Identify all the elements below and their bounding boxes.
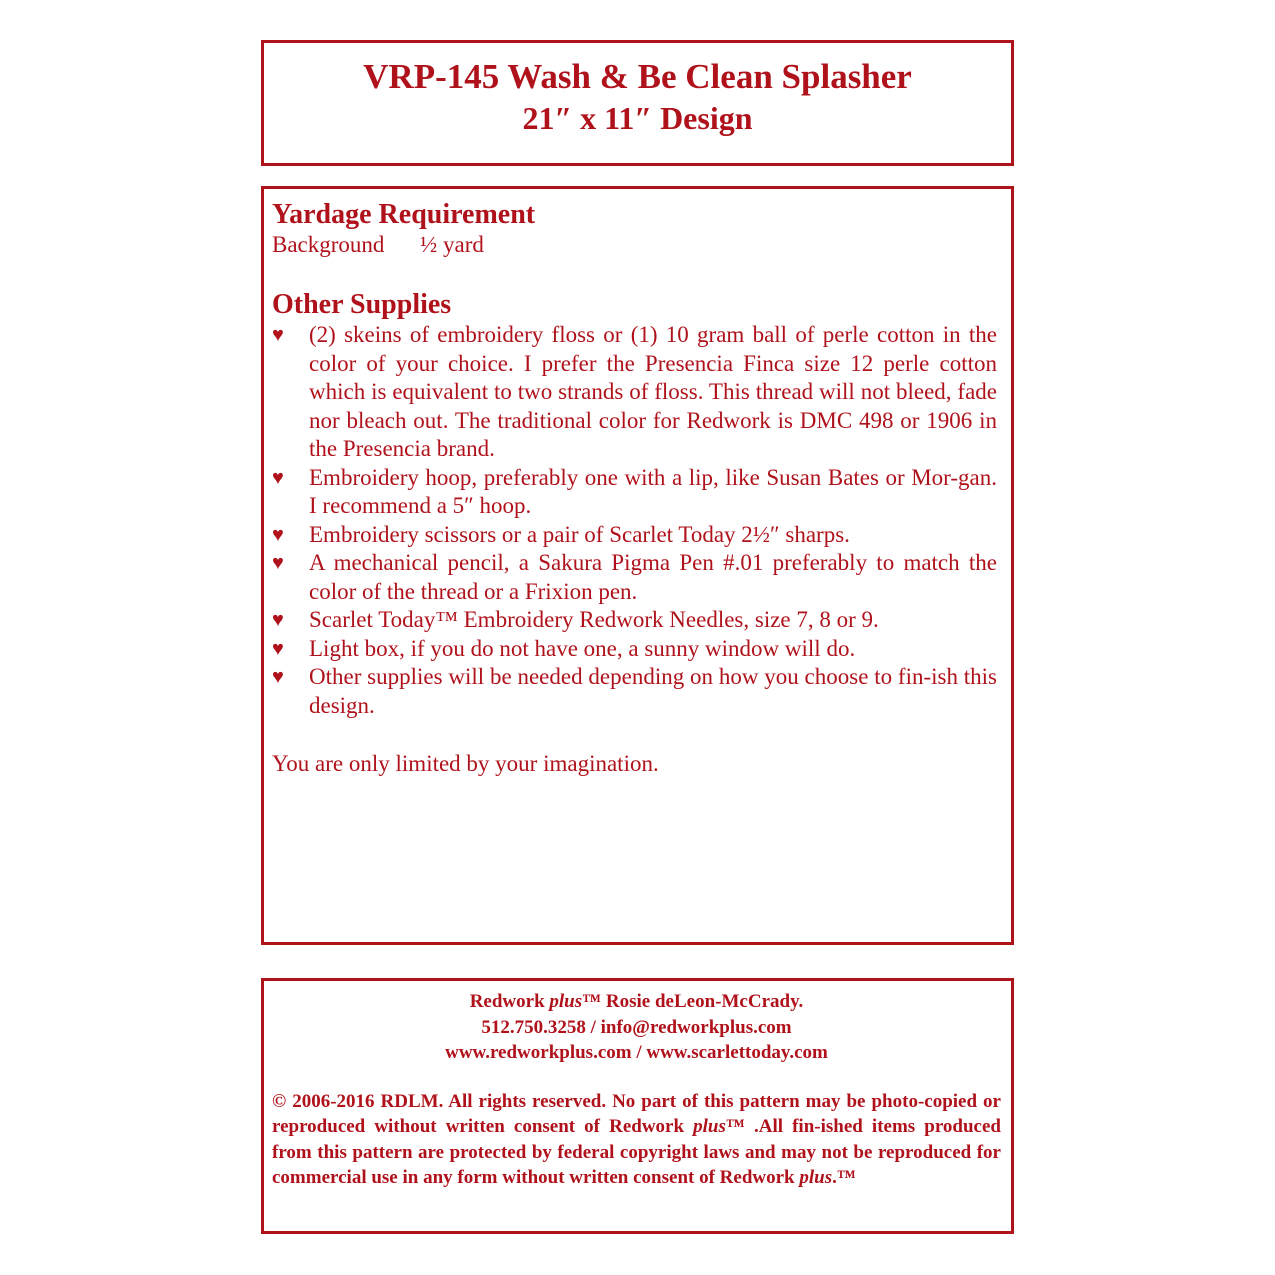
heart-icon: ♥ — [272, 466, 284, 489]
list-item-text: A mechanical pencil, a Sakura Pigma Pen #.01 preferably to match the color of the thread or a Frixion pen. — [309, 550, 997, 604]
supplies-list — [272, 321, 1001, 720]
footer-box — [261, 978, 1014, 1234]
yardage-item-value: ½ yard — [420, 232, 484, 257]
list-item-text: Embroidery hoop, preferably one with a lip, like Susan Bates or Mor-gan. I recommend a 5″ hoop. — [309, 464, 997, 518]
title-box — [261, 40, 1014, 166]
pattern-title: VRP-145 Wash & Be Clean Splasher — [363, 57, 912, 96]
list-item — [272, 464, 1001, 521]
list-item — [272, 663, 1001, 720]
list-item-text: (2) skeins of embroidery floss or (1) 10 gram ball of perle cotton in the color of your choice. I prefer the Presencia Finca size 12 perle cotton which is equivalent to two strands of floss. This thread will not bleed, fade nor bleach out. The traditional color for Redwork is DMC 498 or 1906 in the Presencia brand. — [309, 322, 997, 461]
closing-line: You are only limited by your imagination. — [272, 751, 659, 776]
list-item — [272, 521, 1001, 550]
yardage-heading: Yardage Requirement — [272, 199, 536, 230]
other-supplies-heading: Other Supplies — [272, 289, 452, 320]
phone-email: 512.750.3258 / info@redworkplus.com — [481, 1016, 792, 1038]
heart-icon: ♥ — [272, 609, 284, 631]
websites: www.redworkplus.com / www.scarlettoday.com — [445, 1042, 828, 1063]
list-item — [272, 549, 1001, 606]
contact-block — [272, 989, 1001, 1066]
yardage-row — [272, 231, 1001, 259]
heart-icon: ♥ — [272, 523, 284, 546]
list-item-text: Embroidery scissors or a pair of Scarlet Today 2½″ sharps. — [309, 521, 850, 547]
list-item-text: Scarlet Today™ Embroidery Redwork Needles, size 7, 8 or 9. — [309, 607, 879, 632]
pattern-size: 21″ x 11″ Design — [522, 100, 753, 136]
copyright-notice: © 2006-2016 RDLM. All rights reserved. No part of this pattern may be photo-copied or reproduced without written consent of Redwork plus™ .All fin-ished items produced from this pattern are protected by federal copyright laws and may not be reproduced for commercial use in any form without written consent of Redwork plus.™ — [272, 1090, 1001, 1188]
heart-icon: ♥ — [272, 324, 284, 346]
heart-icon: ♥ — [272, 666, 284, 688]
yardage-item-label: Background — [272, 232, 385, 257]
list-item-text: Other supplies will be needed depending on how you choose to fin-ish this design. — [309, 664, 997, 718]
list-item-text: Light box, if you do not have one, a sunny window will do. — [309, 635, 856, 661]
brand-line: Redwork plus™ Rosie deLeon-McCrady. — [469, 991, 804, 1012]
list-item — [272, 635, 1001, 664]
list-item — [272, 606, 1001, 635]
heart-icon: ♥ — [272, 637, 284, 660]
supplies-box — [261, 186, 1014, 945]
list-item — [272, 321, 1001, 464]
heart-icon: ♥ — [272, 552, 284, 574]
